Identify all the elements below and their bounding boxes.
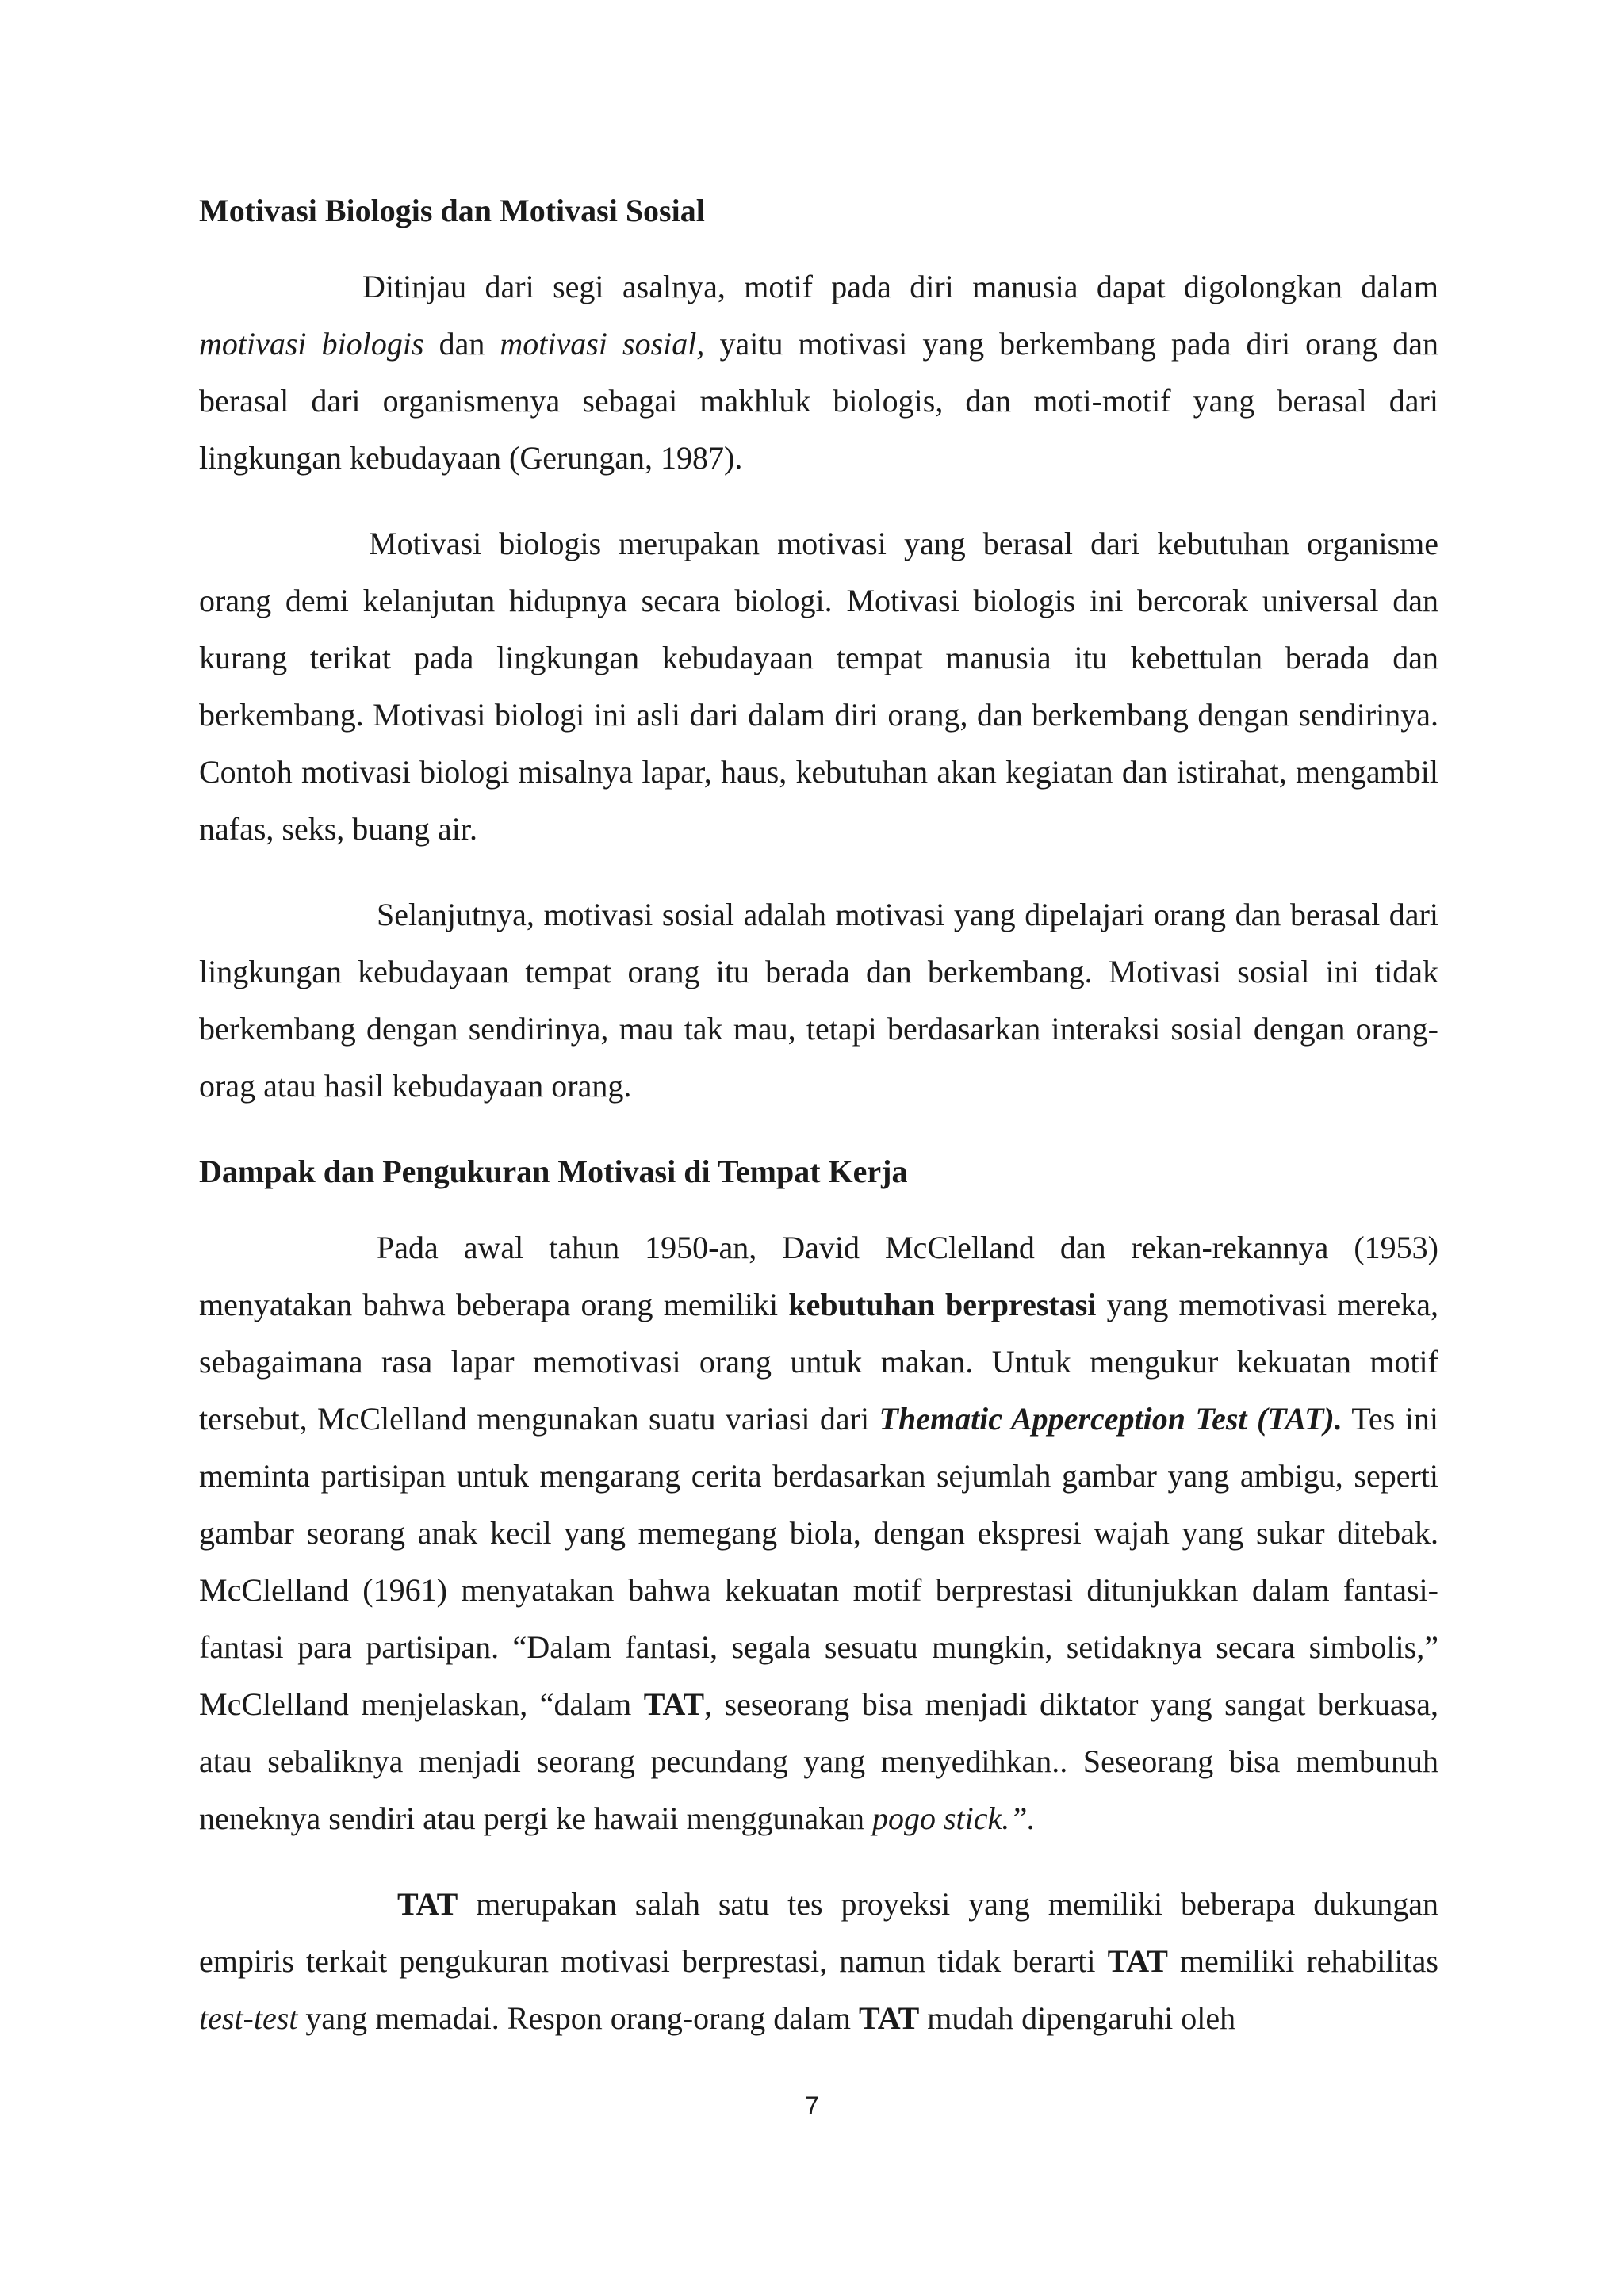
paragraph-motivasi-biologis: Motivasi biologis merupakan motivasi yang berasal dari kebutuhan organisme orang demi kelanjutan hidupnya secara biologi. Motivasi biologis ini bercorak universal dan kurang terikat pada lingkungan kebudayaan tempat manusia itu kebettulan berada dan berkembang. Motivasi biologi ini asli dari dalam diri orang, dan berkembang dengan sendirinya. Contoh motivasi biologi misalnya lapar, haus, kebutuhan akan kegiatan dan istirahat, mengambil nafas, seks, buang air. [199, 526, 1438, 847]
bold-italic-term: Thematic Apperception Test (TAT). [879, 1401, 1342, 1437]
bold-term: TAT [1107, 1943, 1168, 1979]
italic-term: test-test [199, 2000, 298, 2036]
text-run: mudah dipengaruhi oleh [919, 2000, 1236, 2036]
bold-term: TAT [643, 1686, 705, 1722]
section-heading-motivasi-biologis-sosial: Motivasi Biologis dan Motivasi Sosial [199, 193, 705, 228]
text-run: yang memotivasi mereka, sebagaimana rasa lapar memotivasi orang untuk makan. Untuk mengukur kekuatan motif tersebut, McClelland mengunakan suatu variasi dari [199, 1287, 1439, 1437]
page-content [199, 182, 1438, 2076]
paragraph-tat-proyeksi [199, 1876, 1438, 2047]
page-number: 7 [805, 2091, 819, 2120]
text-run: yang memadai. Respon orang-orang dalam [297, 2000, 859, 2036]
italic-term: motivasi sosial, [500, 326, 705, 362]
section-heading-dampak-pengukuran: Dampak dan Pengukuran Motivasi di Tempat Kerja [199, 1154, 908, 1189]
text-run: memiliki rehabilitas [1167, 1943, 1438, 1979]
text-run: , seseorang bisa menjadi diktator yang sangat berkuasa, atau sebaliknya menjadi seorang pecundang yang menyedihkan.. Seseorang bisa membunuh neneknya sendiri atau pergi ke hawaii menggunakan [199, 1686, 1438, 1836]
text-run: dan [423, 326, 500, 362]
bold-term: TAT [397, 1886, 458, 1922]
text-run: Tes ini meminta partisipan untuk mengarang cerita berdasarkan sejumlah gambar yang ambigu, seperti gambar seorang anak kecil yang memegang biola, dengan ekspresi wajah yang sukar ditebak. McClelland (1961) menyatakan bahwa kekuatan motif berprestasi ditunjukkan dalam fantasi-fantasi para partisipan. “Dalam fantasi, segala sesuatu mungkin, setidaknya secara simbolis,” McClelland menjelaskan, “dalam [199, 1401, 1438, 1722]
paragraph-asal-motif [199, 258, 1438, 487]
italic-term: motivasi biologis [199, 326, 424, 362]
bold-term: TAT [858, 2000, 920, 2036]
text-run: yaitu motivasi yang berkembang pada diri orang dan berasal dari organismenya sebagai makhluk biologis, dan moti-motif yang berasal dari lingkungan kebudayaan (Gerungan, 1987). [199, 326, 1439, 476]
text-run: merupakan salah satu tes proyeksi yang memiliki beberapa dukungan empiris terkait pengukuran motivasi berprestasi, namun tidak berarti [199, 1886, 1438, 1979]
bold-term: kebutuhan berprestasi [788, 1287, 1097, 1322]
paragraph-motivasi-sosial: Selanjutnya, motivasi sosial adalah motivasi yang dipelajari orang dan berasal dari lingkungan kebudayaan tempat orang itu berada dan berkembang. Motivasi sosial ini tidak berkembang dengan sendirinya, mau tak mau, tetapi berdasarkan interaksi sosial dengan orang-orag atau hasil kebudayaan orang. [199, 897, 1438, 1104]
italic-term: pogo stick.”. [871, 1800, 1036, 1836]
paragraph-mcclelland [199, 1219, 1438, 1847]
text-run: Ditinjau dari segi asalnya, motif pada diri manusia dapat digolongkan dalam [362, 269, 1438, 304]
text-run: Pada awal tahun 1950-an, David McClelland dan rekan-rekannya (1953) menyatakan bahwa beberapa orang memiliki [199, 1230, 1438, 1322]
